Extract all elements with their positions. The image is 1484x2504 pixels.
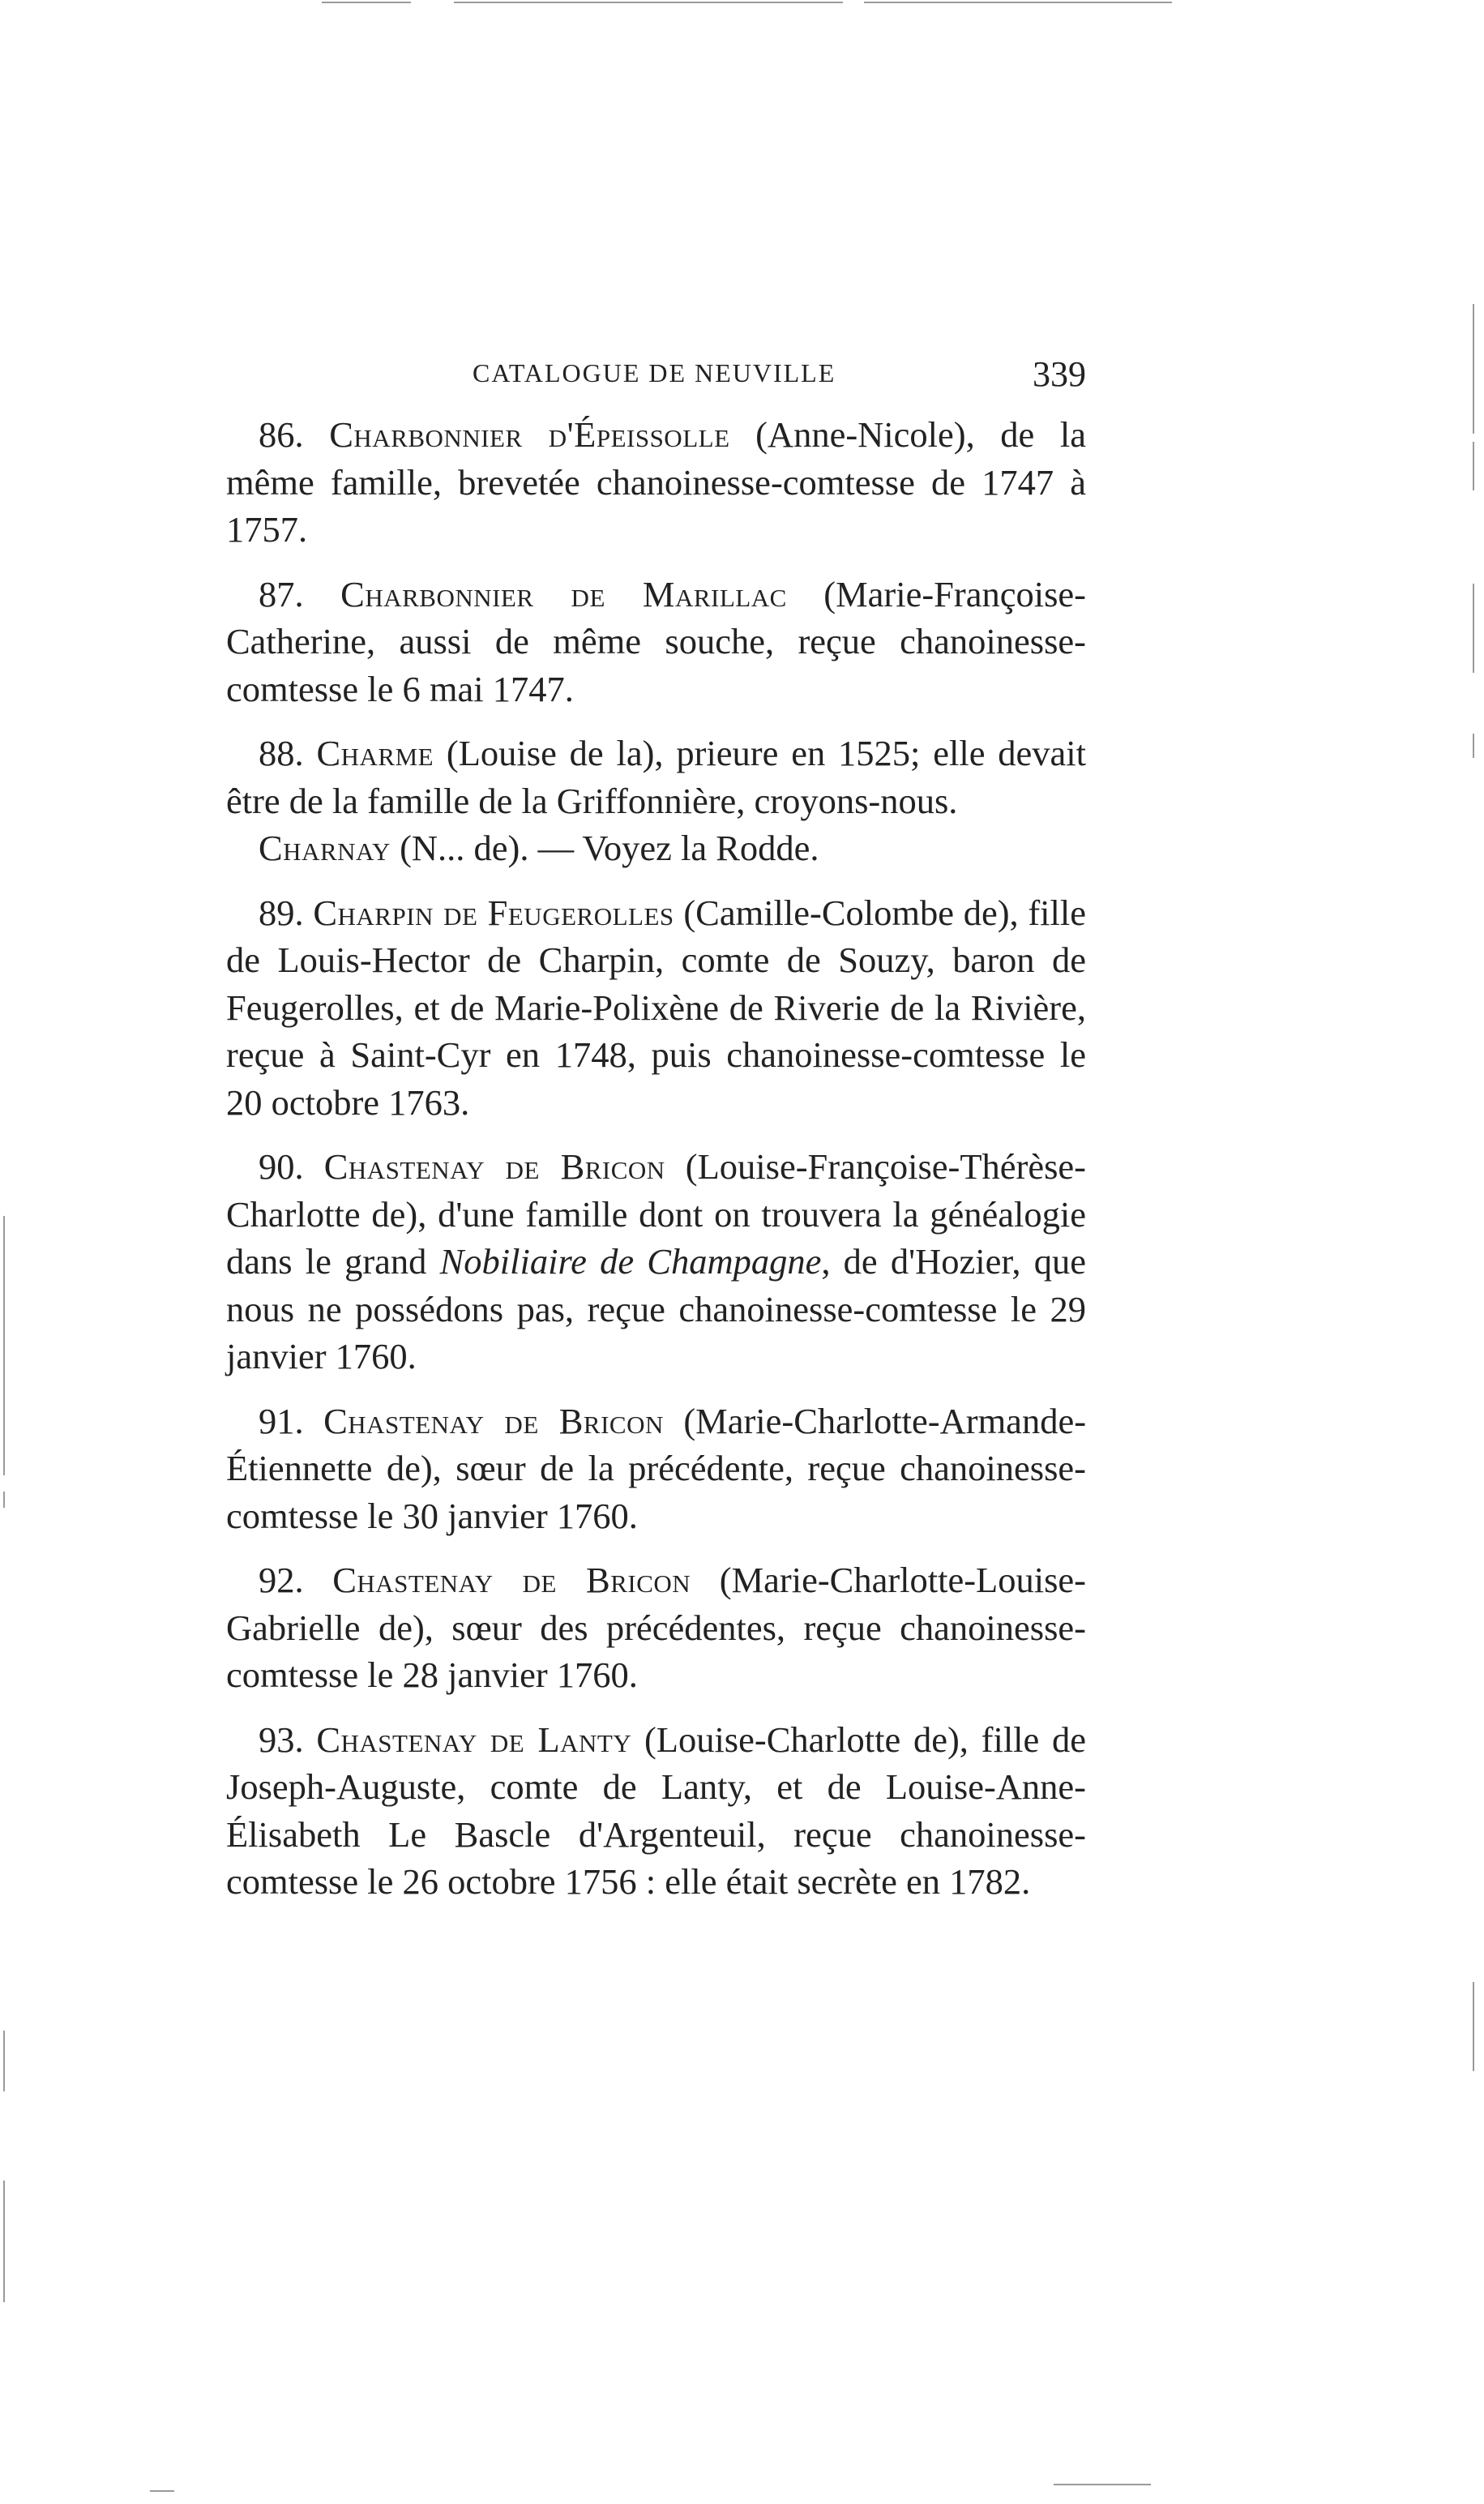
entry-text: (Marie-Charlotte-Armande-Étiennette de), sœur de la précédente, reçue chanoinesse-comtesse le 30 janvier 1760.	[226, 1400, 1087, 1536]
entry-name: Charnay	[259, 828, 391, 868]
entry-90	[226, 1143, 1086, 1380]
scan-artifact-rule	[1054, 2484, 1151, 2485]
entry-name: Charme	[316, 733, 434, 773]
running-title: CATALOGUE DE NEUVILLE	[473, 358, 836, 387]
entry-text: (Marie-Françoise-Catherine, aussi de même souche, reçue chanoinesse-comtesse le 6 mai 1747.	[226, 573, 1087, 709]
entry-text: (N... de). — Voyez la Rodde.	[390, 828, 819, 868]
entry-text: (Camille-Colombe de), fille de Louis-Hector de Charpin, comte de Souzy, baron de Feugerolles, et de Marie-Polixène de Riverie de la Rivière, reçue à Saint-Cyr en 1748, puis chanoinesse-comtesse le 20 octobre 1763.	[226, 892, 1087, 1123]
entry-number: 91.	[259, 1400, 304, 1441]
page-header	[473, 353, 1121, 402]
scan-artifact-rule	[1473, 1982, 1474, 2071]
scan-artifact-rule	[1473, 734, 1474, 758]
scan-artifact-rule	[1473, 304, 1474, 434]
scan-artifact-rule	[150, 2490, 174, 2492]
entry-name: Chastenay de Bricon	[323, 1400, 664, 1441]
entry-88	[226, 730, 1086, 824]
entry-name: Charbonnier de Marillac	[340, 573, 787, 614]
entry-number: 93.	[259, 1719, 304, 1760]
scan-artifact-rule	[3, 2181, 5, 2302]
scan-artifact-rule	[1473, 442, 1474, 490]
entry-text: (Marie-Charlotte-Louise-Gabrielle de), sœur des précédentes, reçue chanoinesse-comtesse le 28 janvier 1760.	[226, 1560, 1086, 1695]
book-title: Nobiliaire de Champagne	[439, 1241, 822, 1282]
entry-93	[226, 1716, 1086, 1906]
entry-name: Charpin de Feugerolles	[313, 892, 674, 933]
entry-text: (Louise-Charlotte de), fille de Joseph-Auguste, comte de Lanty, et de Louise-Anne-Élisabeth Le Bascle d'Argenteuil, reçue chanoinesse-comtesse le 26 octobre 1756 : elle était secrète en 1782.	[226, 1719, 1086, 1902]
entry-name: Chastenay de Bricon	[323, 1146, 665, 1187]
scan-artifact-rule	[1473, 584, 1474, 673]
scan-artifact-rule	[3, 1216, 5, 1475]
entry-name: Chastenay de Bricon	[332, 1560, 691, 1600]
scan-artifact-rule	[864, 2, 1172, 3]
entry-name: Chastenay de Lanty	[316, 1719, 632, 1760]
entry-text: , de d'Hozier, que nous ne possédons pas, reçue chanoinesse-comtesse le 29 janvier 1760.	[226, 1241, 1086, 1376]
entry-87	[226, 571, 1086, 713]
entry-text: (Louise de la), prieure en 1525; elle devait être de la famille de la Griffonnière, croyons-nous.	[226, 733, 1086, 821]
catalogue-entries	[226, 411, 1086, 1923]
entry-number: 87.	[259, 573, 304, 614]
entry-cross-reference	[226, 824, 1086, 872]
entry-91	[226, 1398, 1086, 1540]
page-number: 339	[1033, 354, 1086, 394]
entry-number: 90.	[259, 1146, 304, 1187]
scan-artifact-rule	[322, 2, 411, 3]
entry-number: 88.	[259, 733, 304, 773]
entry-86	[226, 411, 1086, 554]
entry-89	[226, 889, 1086, 1127]
entry-number: 86.	[259, 414, 304, 455]
scan-artifact-rule	[454, 2, 843, 3]
entry-92	[226, 1556, 1086, 1699]
entry-number: 92.	[259, 1560, 304, 1600]
entry-name: Charbonnier d'Épeissolle	[329, 414, 730, 455]
scan-artifact-rule	[3, 2031, 5, 2091]
scan-artifact-rule	[3, 1492, 5, 1508]
entry-text: (Louise-Françoise-Thérèse-Charlotte de), d'une famille dont on trouvera la généalogie dans le grand	[226, 1146, 1086, 1282]
entry-number: 89.	[259, 892, 304, 933]
entry-text: (Anne-Nicole), de la même famille, brevetée chanoinesse-comtesse de 1747 à 1757.	[226, 414, 1087, 550]
